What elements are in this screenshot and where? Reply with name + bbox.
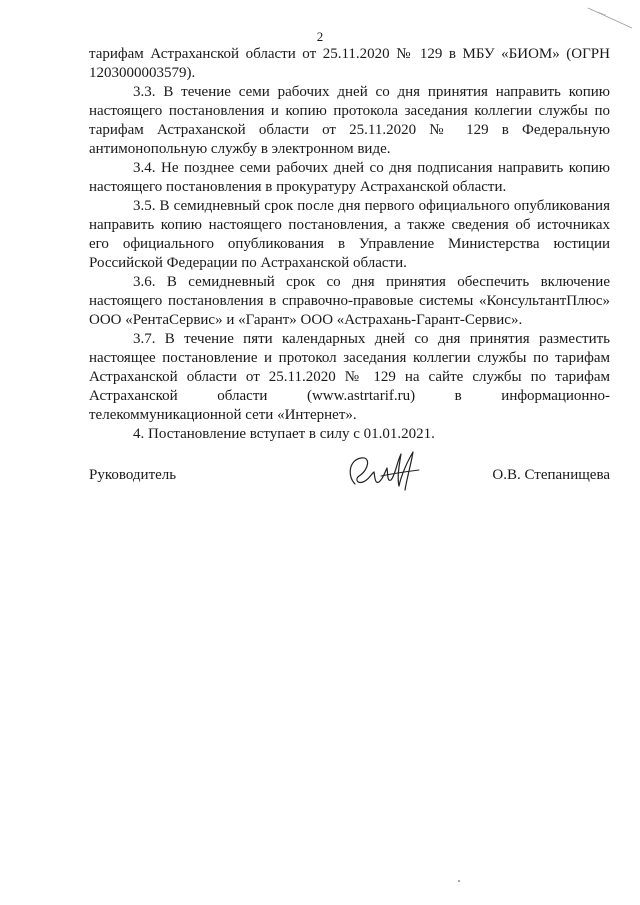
- paragraph-3-6: 3.6. В семидневный срок со дня принятия обеспечить включение настоящего постановления в справочно-правовые системы «КонсультантПлюс» ООО «РентаСервис» и «Гарант» ООО «Астрахань-Гарант-Сервис».: [89, 274, 610, 328]
- document-body: [89, 45, 610, 444]
- paragraph-continuation: тарифам Астраханской области от 25.11.2020 № 129 в МБУ «БИОМ» (ОГРН 1203000003579).: [89, 46, 610, 81]
- paragraph-3-7: 3.7. В течение пяти календарных дней со дня принятия разместить настоящее постановление и протокол заседания коллегии службы по тарифам Астраханской области от 25.11.2020 № 129 на сайте службы по тарифам Астраханской области (www.astrtarif.ru) в информационно-телекоммуникационной сети «Интернет».: [89, 331, 610, 423]
- signatory-title: Руководитель: [89, 467, 177, 483]
- handwritten-signature: [341, 446, 427, 500]
- signature-block: [89, 466, 610, 506]
- paragraph-4: 4. Постановление вступает в силу с 01.01.2021.: [133, 426, 435, 442]
- page-number: 2: [316, 29, 324, 44]
- scan-speck: [458, 880, 460, 882]
- scan-corner-mark: [584, 6, 634, 30]
- paragraph-3-5: 3.5. В семидневный срок после дня первого официального опубликования направить копию настоящего постановления, а также сведения об источниках его официального опубликования в Управление Министерства юстиции Российской Федерации по Астраханской области.: [89, 198, 610, 271]
- paragraph-3-3: 3.3. В течение семи рабочих дней со дня принятия направить копию настоящего постановления и копию протокола заседания коллегии службы по тарифам Астраханской области от 25.11.2020 № 129 в Федеральную антимонопольную службу в электронном виде.: [89, 84, 610, 157]
- signatory-name: О.В. Степанищева: [492, 467, 610, 483]
- paragraph-3-4: 3.4. Не позднее семи рабочих дней со дня подписания направить копию настоящего постановления в прокуратуру Астраханской области.: [89, 160, 610, 195]
